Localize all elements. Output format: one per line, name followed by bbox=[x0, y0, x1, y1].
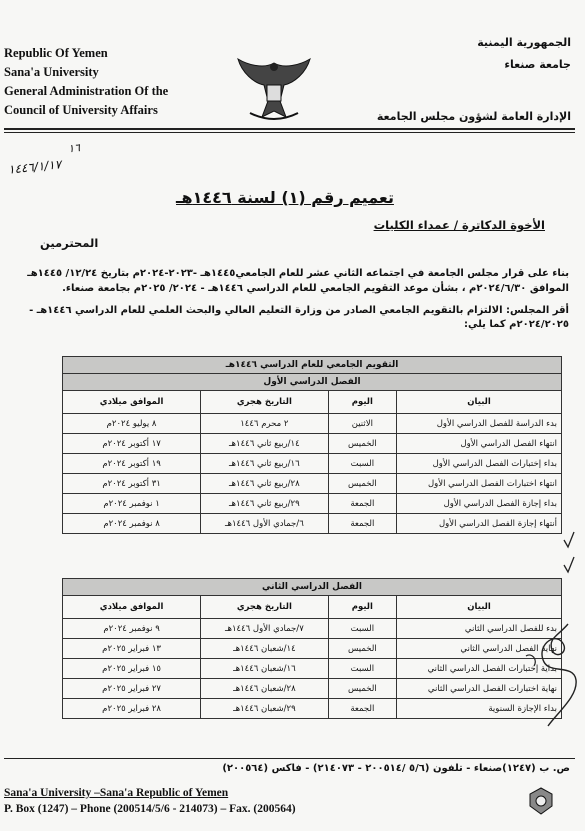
semester-one-title: الفصل الدراسي الأول bbox=[63, 374, 562, 391]
table-row bbox=[63, 514, 562, 534]
table-row bbox=[63, 699, 562, 719]
row-day: الخميس bbox=[328, 679, 397, 699]
table-row bbox=[63, 414, 562, 434]
semester-one-rows bbox=[63, 414, 562, 534]
row-hijri: ٢ محرم ١٤٤٦ bbox=[201, 414, 328, 434]
table-row bbox=[63, 639, 562, 659]
row-hijri: ٢٩/ربيع ثاني ١٤٤٦هـ bbox=[201, 494, 328, 514]
row-greg: ٨ نوفمبر ٢٠٢٤م bbox=[63, 514, 201, 534]
row-desc: انتهاء الفصل الدراسي الأول bbox=[397, 434, 562, 454]
row-greg: ٣١ أكتوبر ٢٠٢٤م bbox=[63, 474, 201, 494]
row-greg: ١ نوفمبر ٢٠٢٤م bbox=[63, 494, 201, 514]
table-row bbox=[63, 474, 562, 494]
table-row bbox=[63, 494, 562, 514]
en-line-council: Council of University Affairs bbox=[4, 103, 158, 117]
row-day: السبت bbox=[328, 659, 397, 679]
row-desc: نهاية اختبارات الفصل الدراسي الثاني bbox=[397, 679, 562, 699]
respect-line: المحترمين bbox=[40, 236, 99, 250]
footer-english-contact bbox=[4, 785, 524, 817]
col-gregorian: الموافق ميلادي bbox=[63, 391, 201, 414]
col-hijri: التاريخ هجري bbox=[201, 391, 328, 414]
row-greg: ١٣ فبراير ٢٠٢٥م bbox=[63, 639, 201, 659]
row-hijri: ١٦/شعبان ١٤٤٦هـ bbox=[201, 659, 328, 679]
row-day: الجمعة bbox=[328, 494, 397, 514]
col-statement: البيان bbox=[397, 391, 562, 414]
paragraph-decision: بناء على قرار مجلس الجامعة في اجتماعه الثاني عشر للعام الجامعي١٤٤٥هـ -٢٠٢٣-٢٠٢٤م بتاريخ ١٢/٢٤/ ١٤٤٥هـ الموافق ٢٠٢٤/٦/٣٠م ، بشأن موعد التقويم الجامعي للعام الدراسي ١٤٤٦هـ - ٢٠٢٤/ ٢٠٢٥م بجامعة صنعاء. bbox=[27, 268, 569, 294]
ar-line-country: الجمهورية اليمنية bbox=[477, 36, 571, 49]
col-day: اليوم bbox=[328, 596, 397, 619]
semester-two-title: الفصل الدراسي الثاني bbox=[63, 579, 562, 596]
row-hijri: ٧/جمادي الأول ١٤٤٦هـ bbox=[201, 619, 328, 639]
check-mark-icon bbox=[562, 530, 576, 550]
row-day: الجمعة bbox=[328, 514, 397, 534]
row-hijri: ٢٩/شعبان ١٤٤٦هـ bbox=[201, 699, 328, 719]
en-line-administration: General Administration Of the bbox=[4, 84, 169, 98]
salutation: الأخوة الدكاترة / عمداء الكليات bbox=[373, 218, 545, 232]
handwritten-date: ١٤٤٦/١/١٧ bbox=[7, 157, 62, 177]
row-desc: نهاية الفصل الدراسي الثاني bbox=[397, 639, 562, 659]
col-day: اليوم bbox=[328, 391, 397, 414]
table-row bbox=[63, 619, 562, 639]
circular-title: تعميم رقم (١) لسنة ١٤٤٦هـ bbox=[176, 188, 394, 207]
header-divider-bottom bbox=[4, 132, 575, 133]
handwritten-number: ١٦ bbox=[67, 141, 81, 156]
row-hijri: ١٤/شعبان ١٤٤٦هـ bbox=[201, 639, 328, 659]
row-greg: ١٧ أكتوبر ٢٠٢٤م bbox=[63, 434, 201, 454]
eagle-emblem-icon bbox=[234, 55, 314, 125]
row-day: الخميس bbox=[328, 474, 397, 494]
table-row bbox=[63, 679, 562, 699]
footer-en-line1: Sana'a University –Sana'a Republic of Yemen bbox=[4, 787, 229, 799]
row-day: الجمعة bbox=[328, 699, 397, 719]
handwritten-signature bbox=[518, 616, 580, 736]
row-desc: بداء إختبارات الفصل الدراسي الأول bbox=[397, 454, 562, 474]
row-desc: بدء الدراسة للفصل الدراسي الأول bbox=[397, 414, 562, 434]
row-desc: بداية إختبارات الفصل الدراسي الثاني bbox=[397, 659, 562, 679]
col-hijri: التاريخ هجري bbox=[201, 596, 328, 619]
table-row bbox=[63, 659, 562, 679]
row-greg: ٢٨ فبراير ٢٠٢٥م bbox=[63, 699, 201, 719]
table-row bbox=[63, 454, 562, 474]
row-greg: ١٩ أكتوبر ٢٠٢٤م bbox=[63, 454, 201, 474]
table-header-row bbox=[63, 391, 562, 414]
row-day: الاثنين bbox=[328, 414, 397, 434]
footer-arabic-contact: ص. ب (١٢٤٧)صنعاء - تلفون (٥/٦ /٢٠٠٥١٤ - ٢١٤٠٧٣) - فاكس (٢٠٠٥٦٤) bbox=[222, 763, 570, 774]
header-divider-top bbox=[4, 128, 575, 130]
calendar-table-second bbox=[62, 578, 562, 719]
row-greg: ٨ يوليو ٢٠٢٤م bbox=[63, 414, 201, 434]
row-greg: ١٥ فبراير ٢٠٢٥م bbox=[63, 659, 201, 679]
row-hijri: ٦/جمادي الأول ١٤٤٦هـ bbox=[201, 514, 328, 534]
row-desc: بدء للفصل الدراسي الثاني bbox=[397, 619, 562, 639]
row-hijri: ٢٨/شعبان ١٤٤٦هـ bbox=[201, 679, 328, 699]
col-statement: البيان bbox=[397, 596, 562, 619]
arabic-letterhead bbox=[341, 32, 571, 128]
row-desc: بداء إجازة الفصل الدراسي الأول bbox=[397, 494, 562, 514]
ar-line-university: جامعة صنعاء bbox=[504, 58, 571, 71]
handwritten-reference bbox=[7, 141, 81, 177]
row-hijri: ١٤/ربيع ثاني ١٤٤٦هـ bbox=[201, 434, 328, 454]
semester-two-rows bbox=[63, 619, 562, 719]
en-line-university: Sana'a University bbox=[4, 65, 99, 79]
row-desc: أنتهاء إجازة الفصل الدراسي الأول bbox=[397, 514, 562, 534]
table-header-row bbox=[63, 596, 562, 619]
row-hijri: ٢٨/ربيع ثاني ١٤٤٦هـ bbox=[201, 474, 328, 494]
calendar-table-first bbox=[62, 356, 562, 534]
en-line-country: Republic Of Yemen bbox=[4, 46, 108, 60]
footer-en-line2: P. Box (1247) – Phone (200514/5/6 - 214073) – Fax. (200564) bbox=[4, 803, 296, 815]
row-greg: ٢٧ فبراير ٢٠٢٥م bbox=[63, 679, 201, 699]
row-day: السبت bbox=[328, 454, 397, 474]
row-desc: بداء الإجازة السنوية bbox=[397, 699, 562, 719]
paragraph-approval: أقر المجلس: الالتزام بالتقويم الجامعي الصادر من وزارة التعليم العالي والبحث العلمي للعام الدراسي ١٤٤٦هـ - ٢٠٢٤/٢٠٢٥م كما يلي: bbox=[29, 305, 569, 330]
row-hijri: ١٦/ربيع ثاني ١٤٤٦هـ bbox=[201, 454, 328, 474]
row-day: السبت bbox=[328, 619, 397, 639]
ar-line-administration: الإدارة العامة لشؤون مجلس الجامعة bbox=[376, 110, 571, 123]
footer-divider bbox=[4, 758, 575, 759]
check-mark-icon bbox=[562, 555, 576, 575]
english-letterhead bbox=[4, 44, 194, 120]
col-gregorian: الموافق ميلادي bbox=[63, 596, 201, 619]
calendar-title: التقويم الجامعي للعام الدراسي ١٤٤٦هـ bbox=[63, 357, 562, 374]
row-greg: ٩ نوفمبر ٢٠٢٤م bbox=[63, 619, 201, 639]
row-day: الخميس bbox=[328, 434, 397, 454]
row-day: الخميس bbox=[328, 639, 397, 659]
university-logo-icon bbox=[524, 784, 558, 818]
table-row bbox=[63, 434, 562, 454]
row-desc: انتهاء اختبارات الفصل الدراسي الأول bbox=[397, 474, 562, 494]
